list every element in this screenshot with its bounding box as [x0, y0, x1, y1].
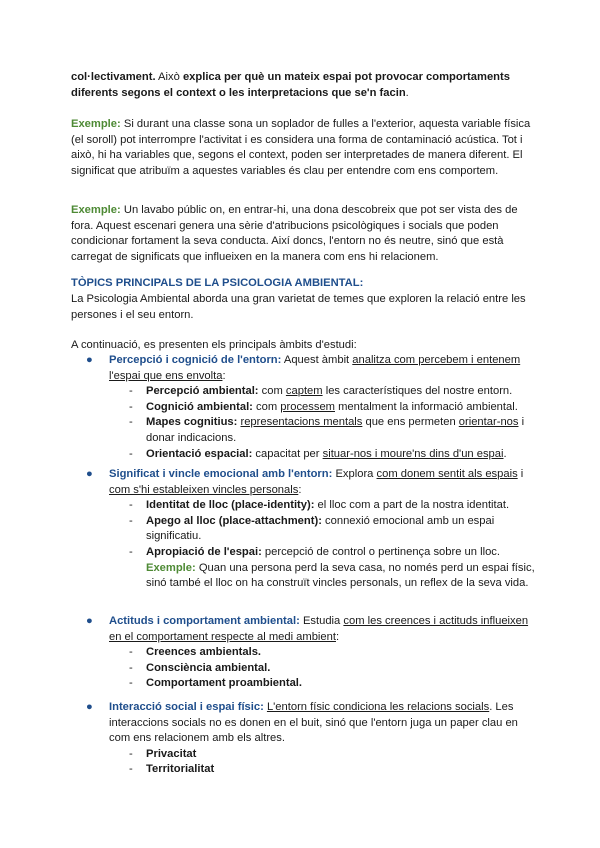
topic-perception: ● Percepció i cognició de l'entorn: Aquest àmbit analitza com percebem i entenem l'espai que ens envolta: - Percepció ambiental: com captem les característiques del nostre entorn. - Cognició ambiental: com processem mentalment la informació ambiental. - Mapes cognitius: representacions mentals que ens permeten orientar-nos i donar indicacions. - Orientació espacial: capacitat per situar-nos i moure'ns dins d'un espai. [71, 353, 541, 462]
sub-list [109, 747, 541, 778]
topic-list-4 [71, 700, 541, 778]
sub-item: - Percepció ambiental: com captem les característiques del nostre entorn. [129, 385, 513, 398]
sub-item: - Territorialitat [129, 763, 215, 776]
bullet-icon: ● [86, 354, 93, 366]
bullet-icon: ● [86, 615, 93, 627]
sub-item: - Mapes cognitius: representacions mentals que ens permeten orientar-nos i donar indicacions. [129, 416, 525, 444]
topic-attitudes: ● Actituds i comportament ambiental: Estudia com les creences i actituds influeixen en el comportament respecte al medi ambient: - Creences ambientals. - Consciència ambiental. - Comportament proambiental. [71, 614, 541, 692]
sub-item: - Creences ambientals. [129, 646, 262, 659]
sub-item: - Apego al lloc (place-attachment): connexió emocional amb un espai significatiu. [129, 514, 495, 543]
sub-list [109, 645, 541, 692]
sub-item: - Privacitat [129, 747, 197, 760]
sub-item: - Orientació espacial: capacitat per situar-nos i moure'ns dins d'un espai. [129, 447, 507, 460]
topic-list-3 [71, 614, 541, 692]
section-lead: A continuació, es presenten els principals àmbits d'estudi: [71, 339, 357, 351]
sub-item: - Identitat de lloc (place-identity): el lloc com a part de la nostra identitat. [129, 499, 510, 512]
section-intro: La Psicologia Ambiental aborda una gran varietat de temes que exploren la relació entre les persones i el seu entorn. [71, 293, 526, 321]
sub-item: - Consciència ambiental. [129, 661, 271, 674]
sub-item: - Apropiació de l'espai: percepció de control o pertinença sobre un lloc. Exemple: Quan una persona perd la seva casa, no només perd un espai físic, sinó també el lloc on ha construït vincles personals, un reflex de la seva vida. [129, 545, 535, 590]
topic-list-2 [71, 467, 541, 592]
sub-item: - Cognició ambiental: com processem mentalment la informació ambiental. [129, 400, 518, 413]
section-heading: TÒPICS PRINCIPALS DE LA PSICOLOGIA AMBIENTAL: [71, 277, 364, 289]
topic-social-interaction: ● Interacció social i espai físic: L'entorn físic condiciona les relacions socials. Les interaccions socials no es donen en el buit, sinó que l'entorn juga un paper clau en com ens relacionem amb els altres. - Privacitat - Territorialitat [71, 700, 541, 778]
bullet-icon: ● [86, 701, 93, 713]
intro-paragraph: col·lectivament. Això explica per què un mateix espai pot provocar comportaments diferents segons el context o les interpretacions que se'n facin. [71, 71, 510, 99]
sub-item: - Comportament proambiental. [129, 677, 303, 690]
example-paragraph-1: Exemple: Si durant una classe sona un soplador de fulles a l'exterior, aquesta variable física (el soroll) pot interrompre l'activitat i es considera una forma de contaminació acústica. Tot i això, hi ha variables que, segons el context, poden ser interpretades de manera diferent. El significat que atribuïm a aquestes variables és clau per entendre com ens comportem. [71, 118, 531, 177]
example-paragraph-2: Exemple: Un lavabo públic on, en entrar-hi, una dona descobreix que pot ser vista des de fora. Aquest escenari genera una sèrie d'atribucions psicològiques i socials que poden condicionar fortament la seva conducta. Així doncs, l'entorn no és neutre, sinó que està carregat de significats que influeixen en la manera com ens hi relacionem. [71, 204, 518, 263]
topic-list-1 [71, 353, 541, 462]
sub-list [109, 498, 541, 592]
bullet-icon: ● [86, 468, 93, 480]
sub-list [109, 384, 541, 462]
topic-meaning: ● Significat i vincle emocional amb l'entorn: Explora com donem sentit als espais i com s'hi estableixen vincles personals: - Identitat de lloc (place-identity): el lloc com a part de la nostra identitat. - Apego al lloc (place-attachment): connexió emocional amb un espai significatiu. - Apropiació de l'espai: percepció de control o pertinença sobre un lloc. Exemple: Quan una persona perd la seva casa, no només perd un espai físic, sinó també el lloc on ha construït vincles personals, un reflex de la seva vida. [71, 467, 541, 592]
